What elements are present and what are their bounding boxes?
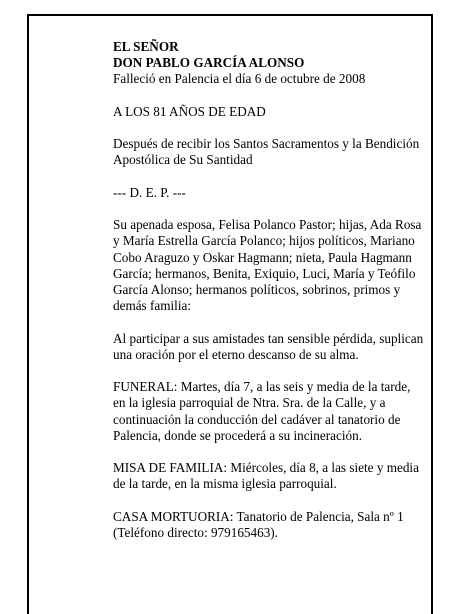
deceased-name: DON PABLO GARCÍA ALONSO (113, 55, 305, 71)
rip-line: --- D. E. P. --- (113, 184, 186, 200)
family-paragraph: Su apenada esposa, Felisa Polanco Pastor; hijas, Ada Rosa y María Estrella García Polanco; hijos políticos, Mariano Cobo Araguzo y Oskar Hagmann; nieta, Paula Hagmann García; hermanos, Benita, Exiquio, Luci, María y Teófilo García Alonso; hermanos políticos, sobrinos, primos y demás familia: (113, 217, 422, 314)
title-line-1: EL SEÑOR (113, 39, 179, 54)
funeral-paragraph: FUNERAL: Martes, día 7, a las seis y media de la tarde, en la iglesia parroquial de Ntra. Sra. de la Calle, y a continuación la conducción del cadáver al tanatorio de Palencia, donde se procederá a su incineración. (113, 379, 411, 443)
obituary-notice (113, 39, 425, 557)
age-line: A LOS 81 AÑOS DE EDAD (113, 103, 266, 119)
mortuary-paragraph: CASA MORTUORIA: Tanatorio de Palencia, Sala nº 1 (Teléfono directo: 979165463). (113, 508, 404, 540)
prayer-paragraph: Al participar a sus amistades tan sensible pérdida, suplican una oración por el eterno descanso de su alma. (113, 330, 424, 362)
sacraments-paragraph: Después de recibir los Santos Sacramentos y la Bendición Apostólica de Su Santidad (113, 136, 420, 168)
family-mass-paragraph: MISA DE FAMILIA: Miércoles, día 8, a las siete y media de la tarde, en la misma iglesia parroquial. (113, 460, 419, 492)
death-line: Falleció en Palencia el día 6 de octubre de 2008 (113, 71, 366, 87)
